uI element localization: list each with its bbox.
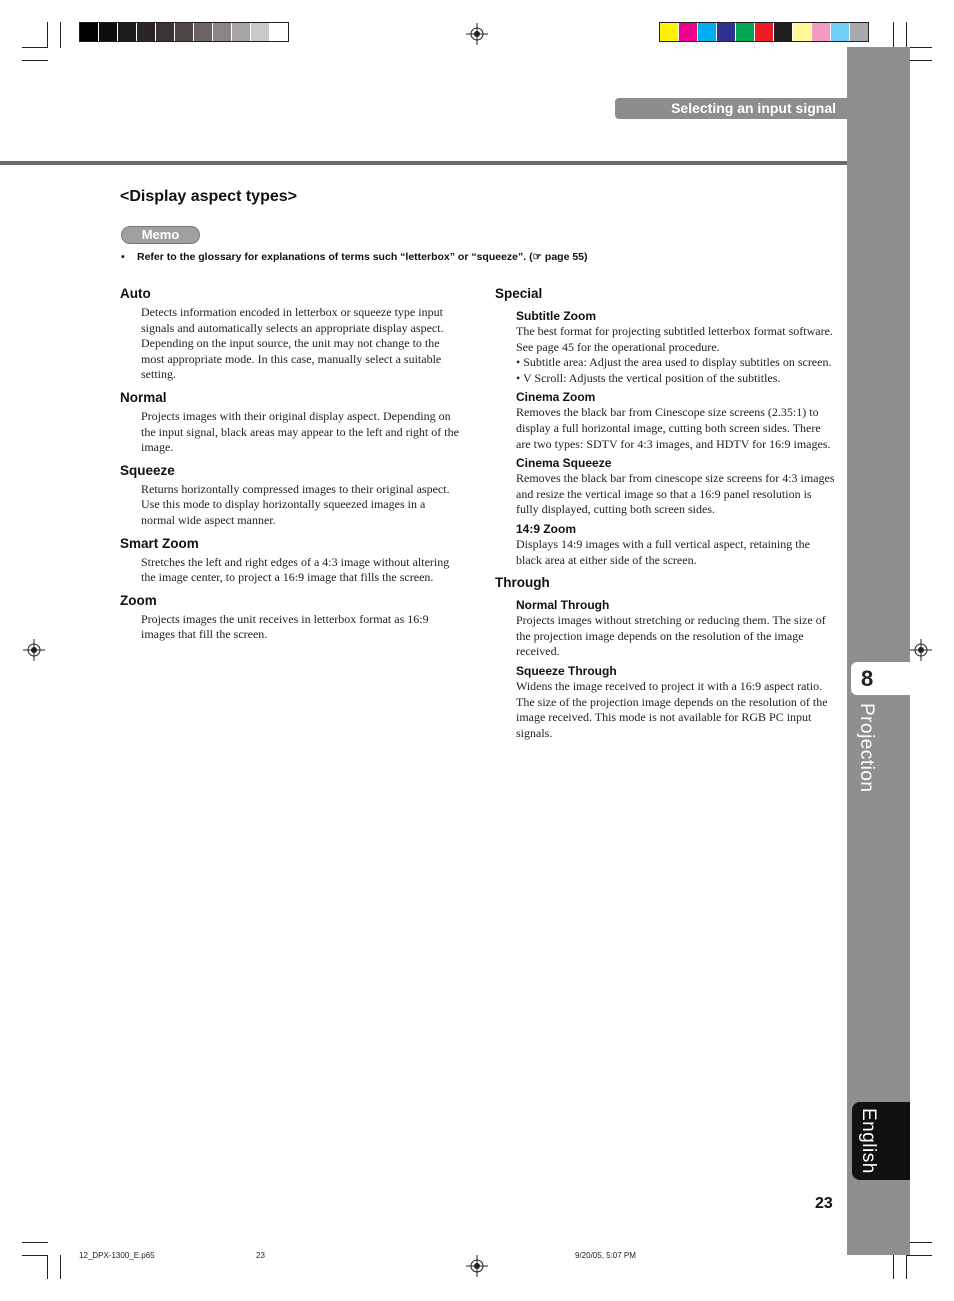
footer-timestamp: 9/20/05, 5:07 PM	[575, 1251, 636, 1260]
page-title: <Display aspect types>	[120, 188, 297, 205]
entry-subheading: Cinema Zoom	[516, 390, 596, 405]
left-column	[120, 285, 462, 643]
crop-mark	[47, 22, 48, 48]
registration-mark-icon	[466, 1255, 488, 1277]
crop-mark	[22, 47, 48, 48]
entry-text: Displays 14:9 images with a full vertical aspect, retaining the black area at either side of the screen.	[516, 536, 810, 567]
entry-text: Removes the black bar from Cinescope size screens (2.35:1) to display a full horizontal image, cutting both screen sides. There are two types: SDTV for 4:3 images, and HDTV for 16:9 images.	[516, 405, 831, 451]
aspect-entry-subtitle-zoom	[516, 308, 837, 386]
color-swatch	[793, 23, 812, 41]
section-header-label: Selecting an input signal	[615, 98, 847, 119]
chapter-label: Projection	[856, 703, 877, 793]
header-rule	[0, 161, 847, 165]
color-swatch	[137, 23, 156, 41]
crop-mark	[22, 60, 48, 61]
aspect-entry-cinema-zoom	[516, 389, 837, 452]
chapter-tab-strip	[847, 47, 910, 1255]
registration-mark-icon	[466, 23, 488, 45]
crop-mark	[906, 22, 907, 48]
entry-text: Widens the image received to project it with a 16:9 aspect ratio. The size of the projection image depends on the resolution of the image received. This mode is not available for RGB PC input signals.	[516, 678, 828, 740]
entry-heading: Squeeze	[120, 462, 175, 478]
aspect-entry-auto	[120, 285, 462, 383]
entry-bullet-list	[516, 355, 837, 386]
color-swatch	[698, 23, 717, 41]
language-label: English	[858, 1108, 879, 1174]
footer-file-page: 23	[256, 1251, 265, 1260]
chapter-number: 8	[851, 662, 910, 695]
entry-text: Removes the black bar from cinescope size screens for 4:3 images and resize the vertical image so that a 16:9 panel resolution is fully displayed, cutting both screen sides.	[516, 471, 835, 517]
aspect-entry-smart-zoom	[120, 535, 462, 586]
entry-text: Detects information encoded in letterbox or squeeze type input signals and automatically selects an appropriate display aspect. Depending on the input source, the unit may not change to the most appropriate mode. In this case, manually select a suitable setting.	[141, 305, 444, 382]
crop-mark	[22, 1242, 48, 1243]
crop-mark	[906, 1255, 932, 1256]
aspect-entry-normal-through	[516, 597, 837, 660]
bullet: •	[121, 251, 125, 263]
color-swatch	[736, 23, 755, 41]
color-calibration-bar	[659, 22, 869, 42]
entry-subheading: Cinema Squeeze	[516, 456, 612, 471]
entry-text: Returns horizontally compressed images to their original aspect. Use this mode to display horizontally squeezed images in a normal wide aspect manner.	[141, 481, 450, 527]
entry-heading: Smart Zoom	[120, 535, 199, 551]
page-number: 23	[815, 1195, 833, 1212]
crop-mark	[906, 1255, 907, 1279]
entry-text: The best format for projecting subtitled letterbox format software. See page 45 for the operational procedure.	[516, 324, 833, 354]
entry-text: Stretches the left and right edges of a 4:3 image without altering the image center, to project a 16:9 image that fills the screen.	[141, 554, 450, 585]
memo-badge: Memo	[121, 226, 200, 244]
bullet-item: • V Scroll: Adjusts the vertical position of the subtitles.	[516, 370, 781, 385]
registration-mark-icon	[23, 639, 45, 661]
aspect-entry-normal	[120, 389, 462, 456]
crop-mark	[60, 1255, 61, 1279]
entry-text: Projects images with their original display aspect. Depending on the input signal, black areas may appear to the left and right of the image.	[141, 408, 459, 455]
color-swatch	[156, 23, 175, 41]
grayscale-calibration-bar	[79, 22, 289, 42]
color-swatch	[679, 23, 698, 41]
footer-file-name: 12_DPX-1300_E.p65	[79, 1251, 155, 1260]
color-swatch	[80, 23, 99, 41]
entry-heading: Auto	[120, 286, 151, 301]
crop-mark	[60, 22, 61, 48]
entry-heading: Normal	[120, 389, 167, 405]
color-swatch	[812, 23, 831, 41]
color-swatch	[755, 23, 774, 41]
color-swatch	[774, 23, 793, 41]
entry-subheading: Normal Through	[516, 598, 610, 613]
aspect-entry-cinema-squeeze	[516, 455, 837, 518]
right-column	[495, 285, 837, 741]
color-swatch	[850, 23, 868, 41]
entry-subheading: Subtitle Zoom	[516, 309, 596, 323]
aspect-entry-14-9-zoom	[516, 521, 837, 568]
color-swatch	[175, 23, 194, 41]
aspect-entry-zoom	[120, 592, 462, 643]
entry-heading: Zoom	[120, 592, 157, 608]
aspect-entry-squeeze-through	[516, 663, 837, 741]
color-swatch	[251, 23, 270, 41]
group-heading-special: Special	[495, 286, 543, 301]
bullet-item: • Subtitle area: Adjust the area used to display subtitles on screen.	[516, 355, 832, 370]
color-swatch	[194, 23, 213, 41]
color-swatch	[232, 23, 251, 41]
registration-mark-icon	[910, 639, 932, 661]
entry-text: Projects images without stretching or reducing them. The size of the projection image depends on the resolution of the image received.	[516, 613, 826, 659]
memo-note-text: Refer to the glossary for explanations of terms such “letterbox” or “squeeze”. (☞ page 55)	[137, 251, 588, 263]
color-swatch	[270, 23, 288, 41]
aspect-entry-squeeze	[120, 462, 462, 529]
crop-mark	[893, 1255, 894, 1279]
color-swatch	[831, 23, 850, 41]
color-swatch	[99, 23, 118, 41]
crop-mark	[893, 22, 894, 48]
color-swatch	[213, 23, 232, 41]
entry-text: Projects images the unit receives in letterbox format as 16:9 images that fill the screen.	[141, 611, 429, 642]
color-swatch	[717, 23, 736, 41]
crop-mark	[22, 1255, 48, 1256]
color-swatch	[118, 23, 137, 41]
group-heading-through: Through	[495, 575, 550, 591]
memo-note	[121, 251, 741, 263]
entry-subheading: 14:9 Zoom	[516, 521, 577, 536]
color-swatch	[660, 23, 679, 41]
crop-mark	[47, 1255, 48, 1279]
entry-subheading: Squeeze Through	[516, 663, 617, 678]
